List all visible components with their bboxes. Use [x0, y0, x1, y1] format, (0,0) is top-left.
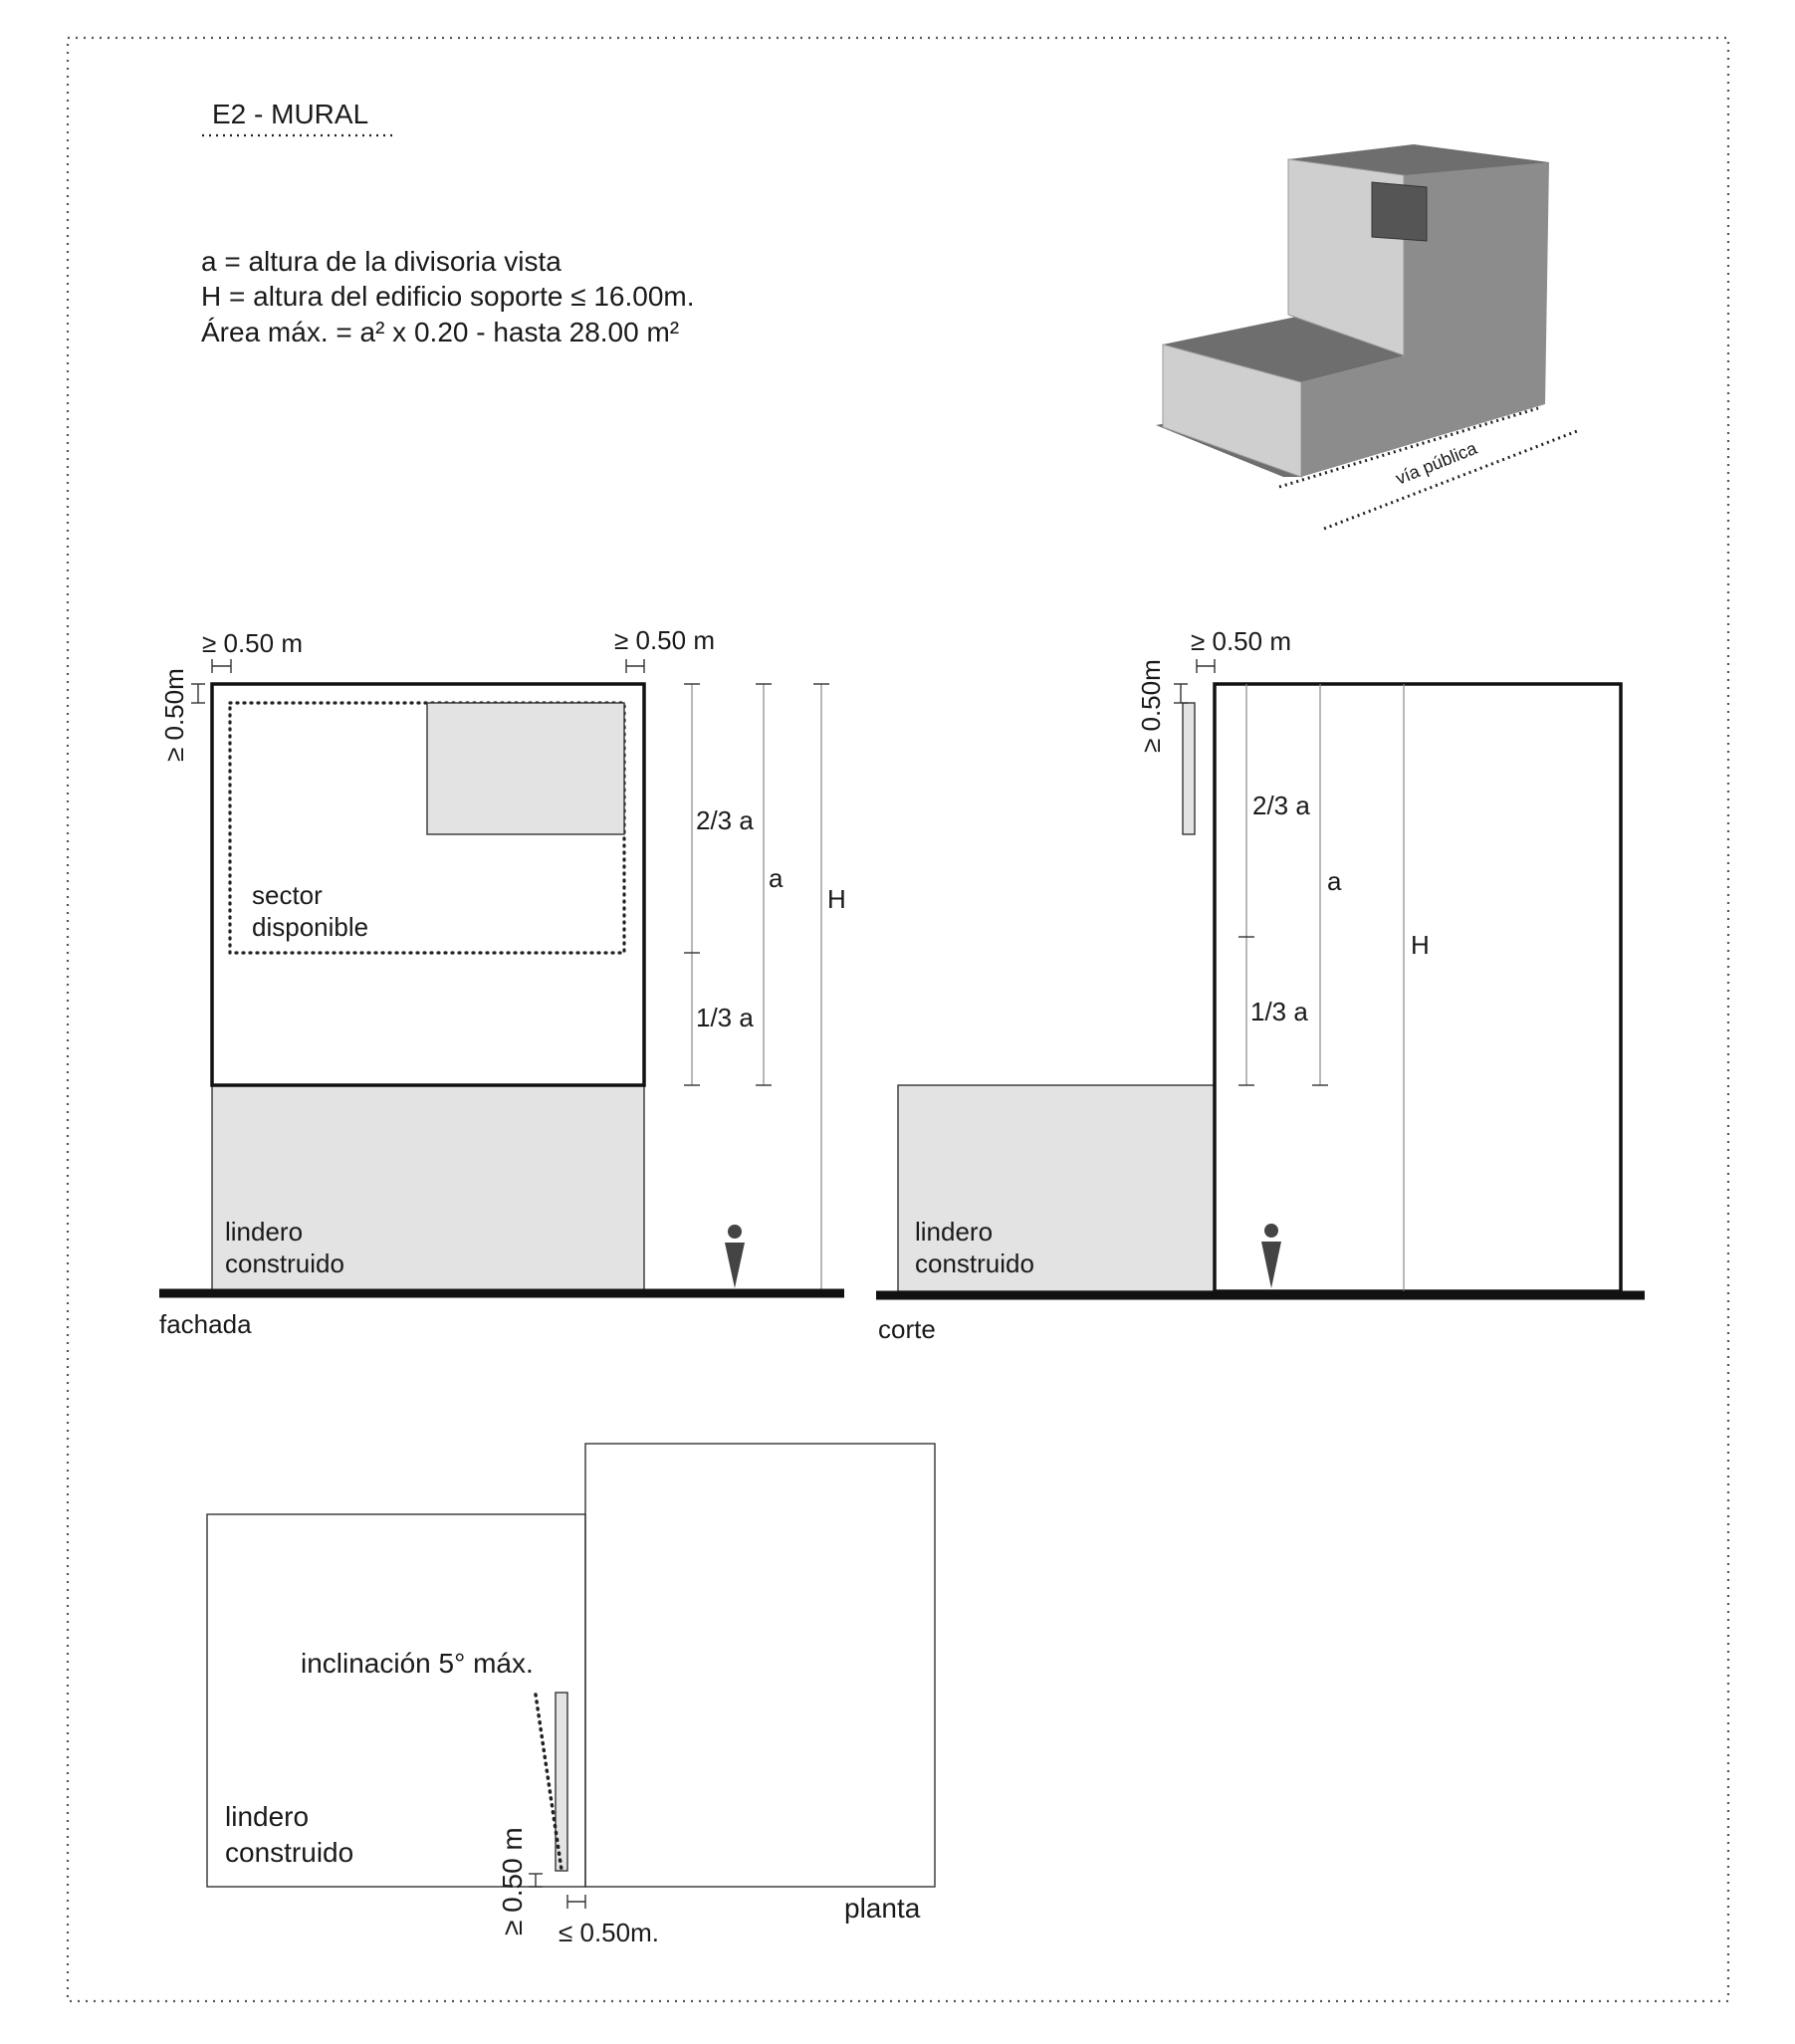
planta-dim-vertical-label: ≥ 0.50 m [497, 1827, 528, 1935]
corte-lindero-label-2: construido [915, 1249, 1034, 1278]
corte-person-body [1261, 1242, 1281, 1288]
axo-mural [1372, 182, 1427, 241]
corte-view [876, 626, 1645, 1344]
corte-two-thirds-label: 2/3 a [1252, 791, 1310, 820]
corte-margin-left-label: ≥ 0.50 m [1191, 626, 1291, 656]
corte-H-label: H [1411, 930, 1430, 960]
corte-lindero-label-1: lindero [915, 1217, 994, 1247]
definition-H: H = altura del edificio soporte ≤ 16.00m. [201, 281, 695, 312]
sector-label-1: sector [252, 880, 323, 910]
fachada-margin-top-label: ≥ 0.50m [159, 668, 189, 762]
planta-lindero-label-2: construido [225, 1837, 354, 1868]
definition-a: a = altura de la divisoria vista [201, 246, 561, 277]
fachada-person-body [725, 1243, 745, 1288]
fachada-H-label: H [827, 884, 846, 914]
corte-building [1215, 684, 1621, 1291]
corte-mural-section [1183, 703, 1195, 834]
definitions-block [201, 246, 695, 347]
corte-margin-top-label: ≥ 0.50m [1136, 659, 1166, 753]
corte-one-third-label: 1/3 a [1250, 997, 1308, 1026]
fachada-view-label: fachada [159, 1309, 252, 1339]
axonometric-view [1156, 144, 1577, 529]
fachada-person-icon [728, 1225, 742, 1239]
sector-label-2: disponible [252, 912, 369, 942]
planta-building [585, 1444, 935, 1887]
fachada-margin-right-label: ≥ 0.50 m [614, 625, 715, 655]
sheet-title: E2 - MURAL [212, 99, 369, 129]
fachada-view [159, 625, 846, 1339]
fachada-mural [427, 703, 624, 834]
fachada-lindero-label-1: lindero [225, 1217, 304, 1247]
fachada-margin-left-label: ≥ 0.50 m [202, 628, 303, 658]
fachada-a-label: a [769, 863, 784, 893]
corte-view-label: corte [878, 1314, 936, 1344]
planta-mural [556, 1693, 567, 1871]
fachada-one-third-label: 1/3 a [696, 1003, 754, 1032]
title-block [202, 99, 394, 135]
planta-view [207, 1444, 935, 1947]
planta-inclination-label: inclinación 5° máx. [301, 1648, 534, 1679]
corte-a-label: a [1327, 866, 1342, 896]
fachada-lindero-label-2: construido [225, 1249, 344, 1278]
planta-view-label: planta [844, 1893, 921, 1924]
planta-dim-horizontal-label: ≤ 0.50m. [559, 1918, 659, 1947]
definition-area: Área máx. = a² x 0.20 - hasta 28.00 m² [201, 317, 680, 347]
corte-person-icon [1264, 1224, 1278, 1238]
fachada-two-thirds-label: 2/3 a [696, 805, 754, 835]
planta-lindero-label-1: lindero [225, 1801, 310, 1832]
street-label: vía pública [1393, 437, 1480, 489]
